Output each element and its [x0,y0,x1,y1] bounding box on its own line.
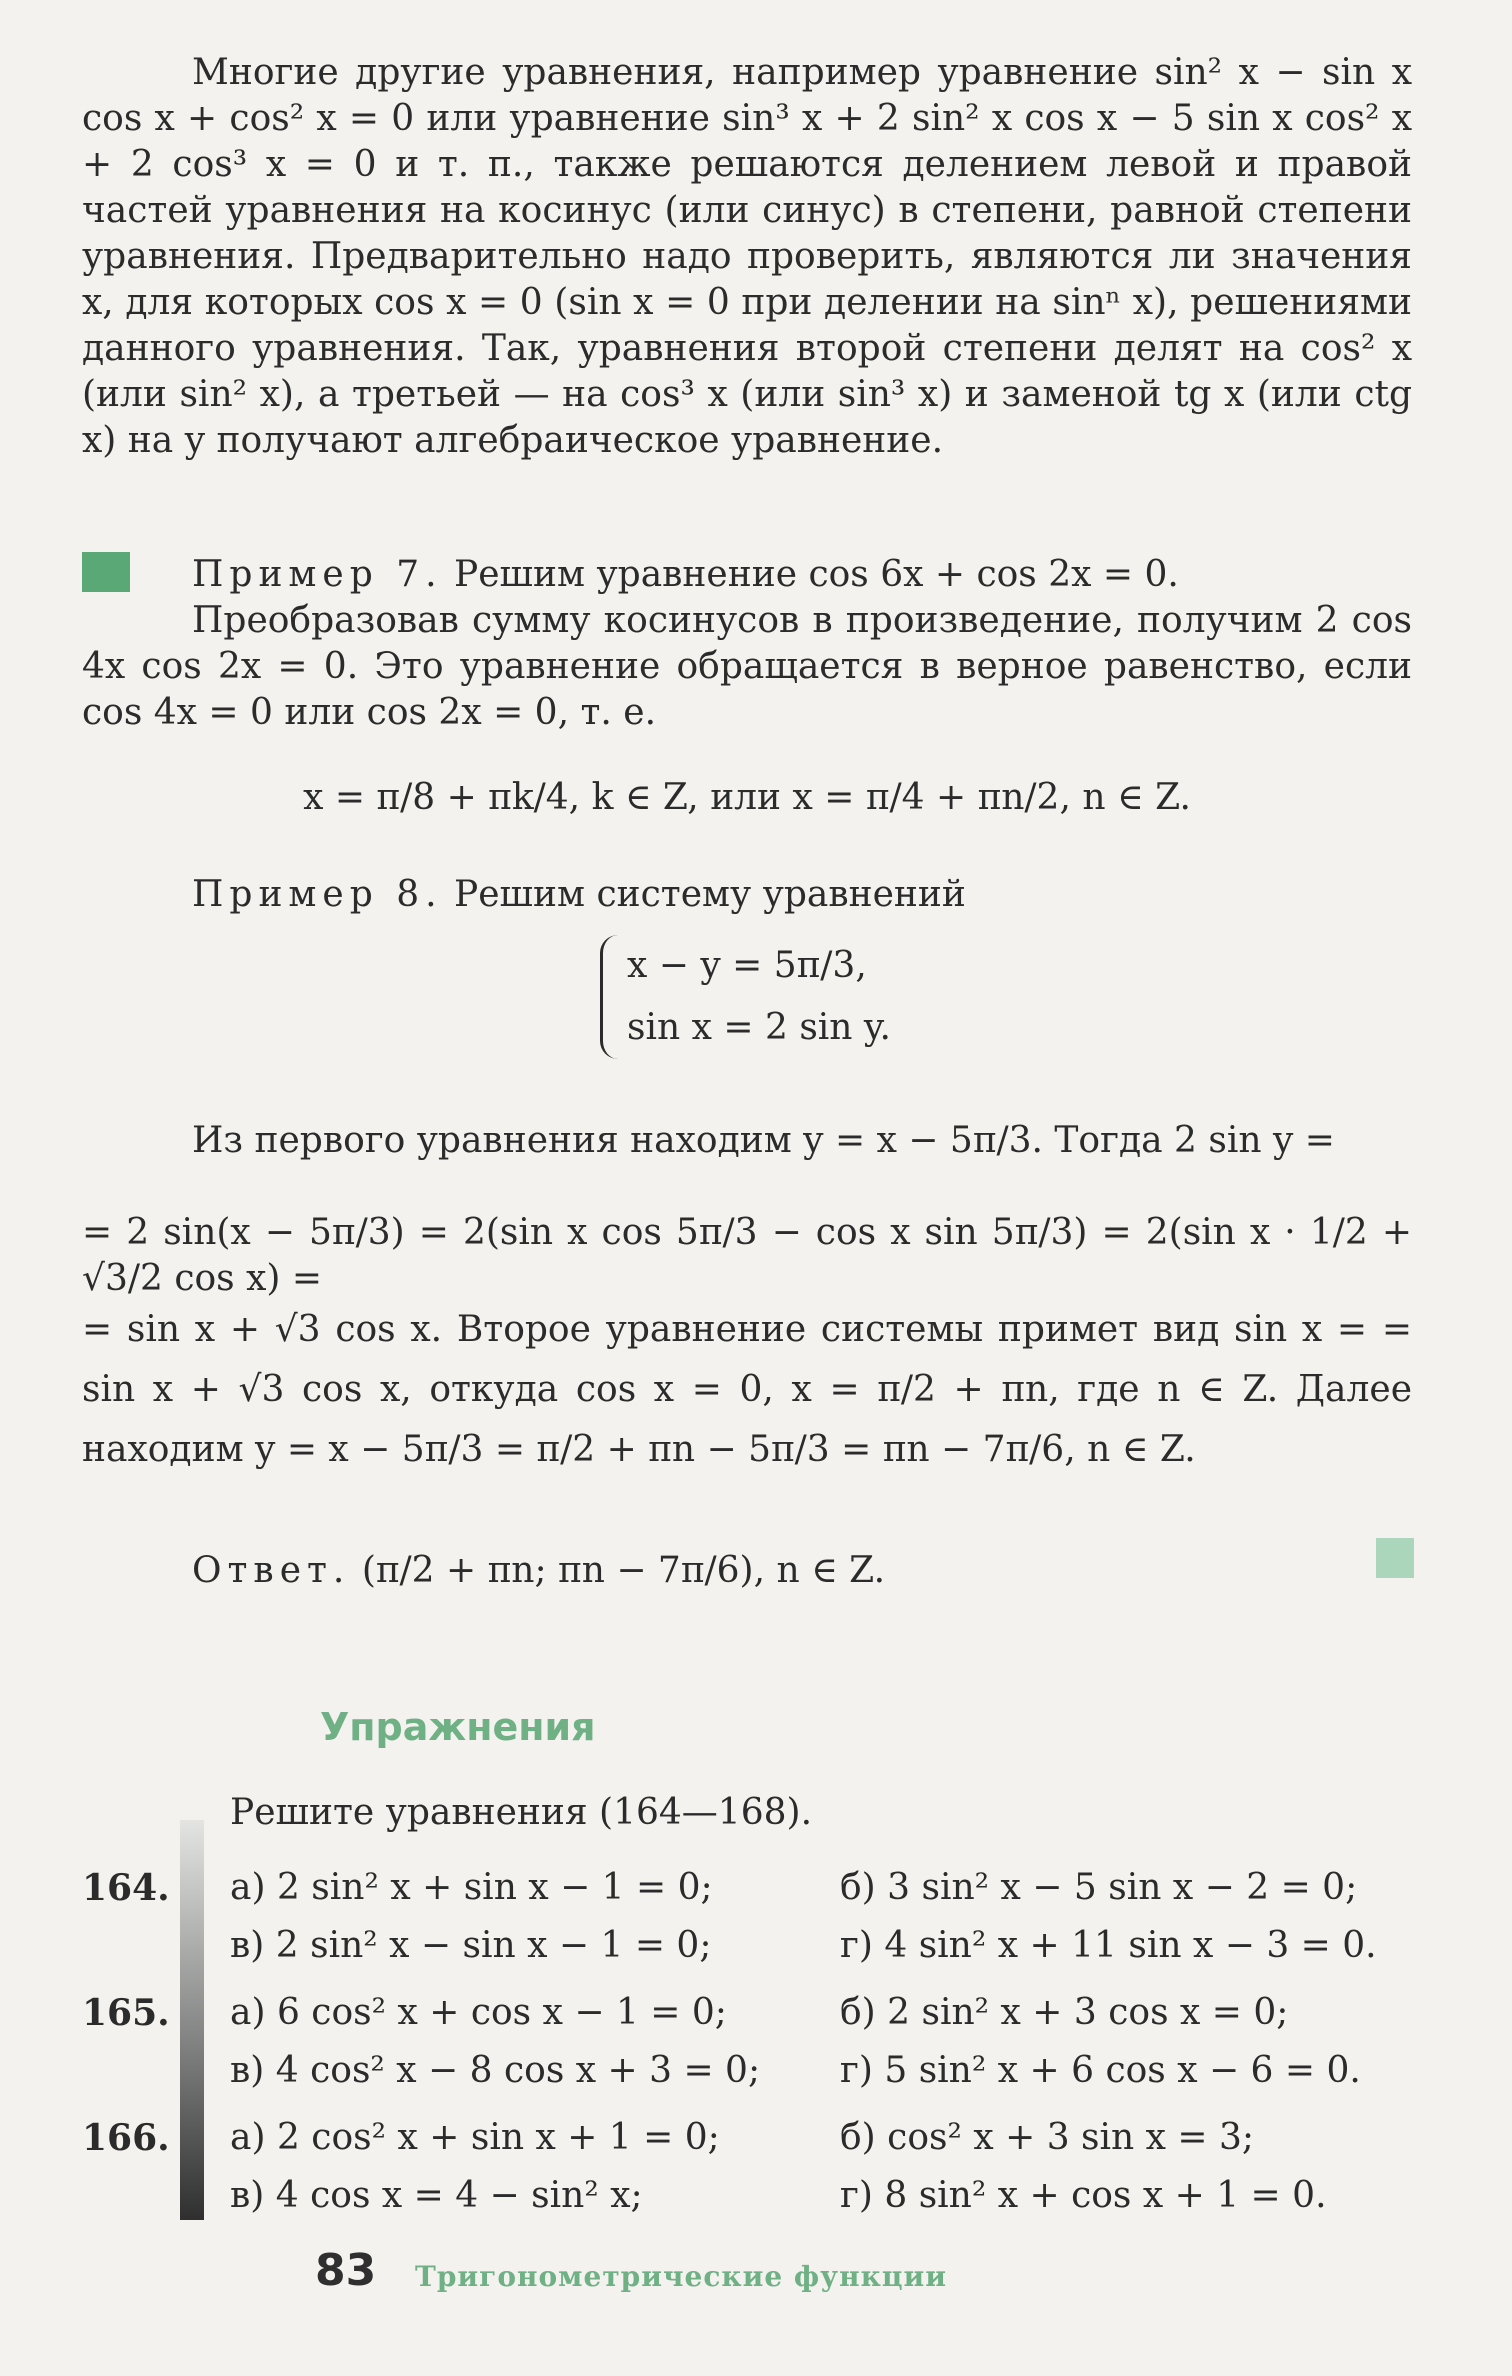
exercises-heading: Упражнения [320,1705,596,1749]
exercise-166-d: г) 8 sin² x + cos x + 1 = 0. [840,2175,1327,2216]
exercise-166-number: 166. [82,2117,170,2159]
example-7-body: Преобразовав сумму косинусов в произведение, получим 2 cos 4x cos 2x = 0. Это уравнение обращается в верное равенство, если cos 4x = 0 или cos 2x = 0, т. е. [82,600,1412,733]
example-8-body-3: = sin x + √3 cos x. Второе уравнение системы примет вид sin x = = sin x + √3 cos x, откуда cos x = 0, x = π/2 + πn, где n ∈ Z. Далее находим y = x − 5π/3 = π/2 + πn − 5π/3 = πn − 7π/6, n ∈ Z. [82,1309,1412,1470]
exercise-166-b: б) cos² x + 3 sin x = 3; [840,2117,1255,2158]
exercise-side-bar [180,1820,204,2220]
example-8-body-1: Из первого уравнения находим y = x − 5π/3. Тогда 2 sin y = [192,1120,1335,1161]
system-equation-2: sin x = 2 sin y. [627,1007,891,1048]
example-7-title: Пример 7. [192,554,443,595]
example-8-body-2: = 2 sin(x − 5π/3) = 2(sin x cos 5π/3 − cos x sin 5π/3) = 2(sin x · 1/2 + √3/2 cos x) = [82,1212,1412,1299]
page-number: 83 [315,2245,377,2296]
exercise-166-a: а) 2 cos² x + sin x + 1 = 0; [230,2117,720,2158]
example-8-answer [82,1548,1412,1594]
equation-system [600,935,891,1059]
exercise-165-number: 165. [82,1992,170,2034]
system-equation-1: x − y = 5π/3, [627,945,867,986]
example-7-formula: x = π/8 + πk/4, k ∈ Z, или x = π/4 + πn/2, n ∈ Z. [303,777,1191,818]
answer-value: (π/2 + πn; πn − 7π/6), n ∈ Z. [361,1550,886,1591]
exercise-165-d: г) 5 sin² x + 6 cos x − 6 = 0. [840,2050,1361,2091]
exercise-164-b: б) 3 sin² x − 5 sin x − 2 = 0; [840,1867,1358,1908]
example-8-text: Решим систему уравнений [454,874,966,915]
answer-label: Ответ. [192,1550,351,1591]
exercise-164-c: в) 2 sin² x − sin x − 1 = 0; [230,1925,712,1966]
intro-paragraph: Многие другие уравнения, например уравнение sin² x − sin x cos x + cos² x = 0 или уравнение sin³ x + 2 sin² x cos x − 5 sin x cos² x + 2 cos³ x = 0 и т. п., также решаются делением левой и правой частей уравнения на косинус (или синус) в степени, равной степени уравнения. Предварительно надо проверить, являются ли значения x, для которых cos x = 0 (sin x = 0 при делении на sinⁿ x), решениями данного уравнения. Так, уравнения второй степени делят на cos² x (или sin² x), а третьей — на cos³ x (или sin³ x) и заменой tg x (или ctg x) на y получают алгебраическое уравнение. [82,52,1412,461]
exercise-165-b: б) 2 sin² x + 3 cos x = 0; [840,1992,1289,2033]
exercise-165-a: а) 6 cos² x + cos x − 1 = 0; [230,1992,727,2033]
example-8-title: Пример 8. [192,874,443,915]
example-7-text: Решим уравнение cos 6x + cos 2x = 0. [454,554,1179,595]
exercise-164-a: а) 2 sin² x + sin x − 1 = 0; [230,1867,713,1908]
example-8-statement [82,872,1412,918]
exercise-165-c: в) 4 cos² x − 8 cos x + 3 = 0; [230,2050,761,2091]
margin-marker [1376,1538,1414,1578]
running-footer-title: Тригонометрические функции [415,2260,948,2293]
exercise-164-d: г) 4 sin² x + 11 sin x − 3 = 0. [840,1925,1377,1966]
exercise-164-number: 164. [82,1867,170,1909]
example-7-statement [82,552,1412,598]
exercise-166-c: в) 4 cos x = 4 − sin² x; [230,2175,643,2216]
exercises-instruction: Решите уравнения (164—168). [230,1792,813,1833]
